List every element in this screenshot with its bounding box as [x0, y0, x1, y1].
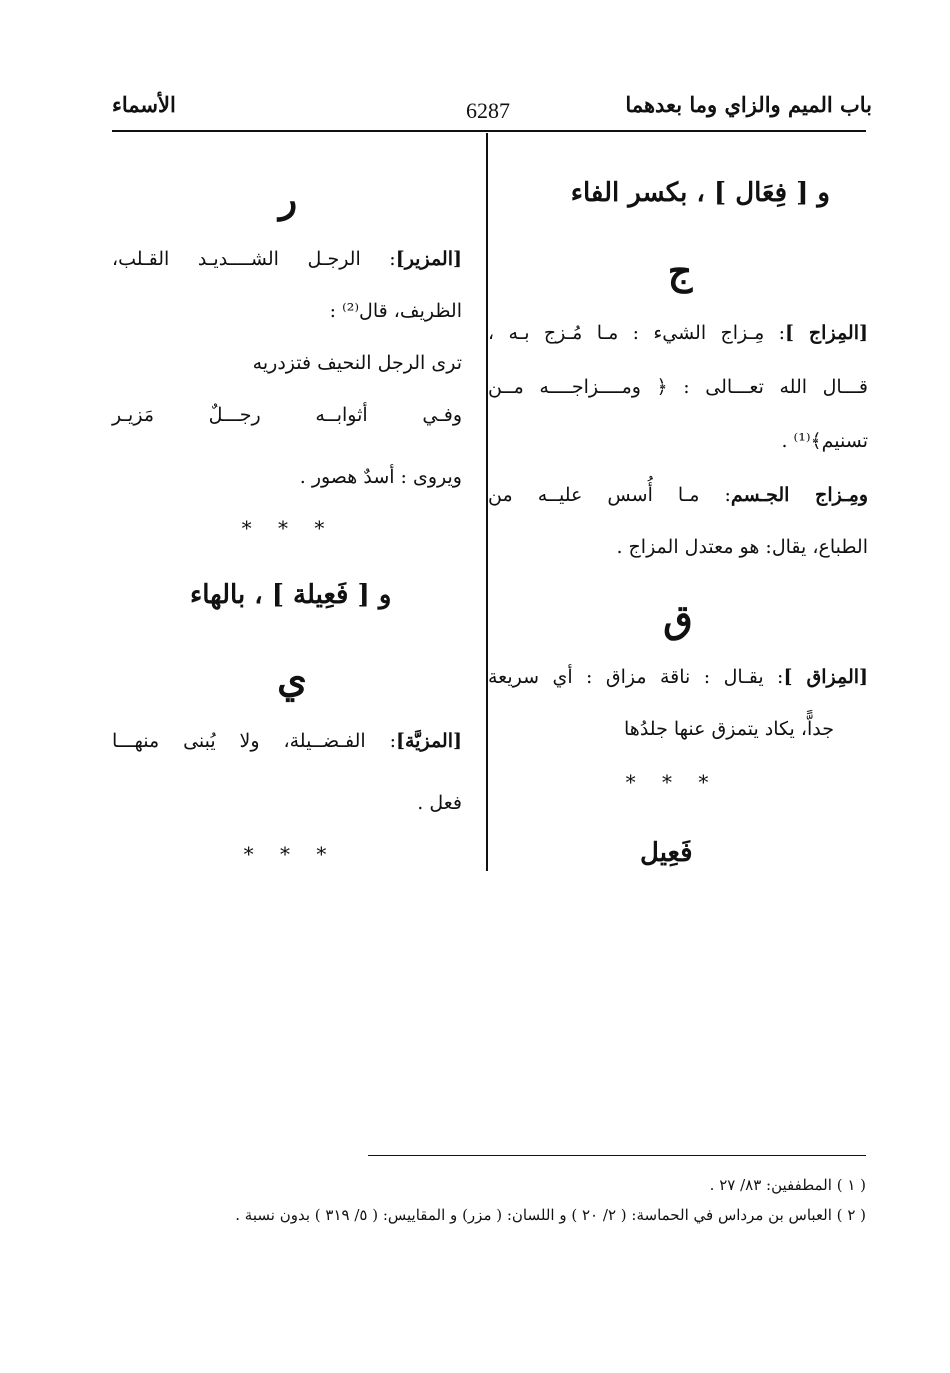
- page-number: 6287: [466, 98, 510, 123]
- entry-mizaq-line1: [488, 664, 868, 690]
- letter-ya: ي: [277, 656, 307, 701]
- entry-term: [المِزاج ]: [785, 322, 868, 344]
- entry-mizaj-line1: [488, 320, 868, 346]
- entry-mizaj-line4: [488, 482, 868, 508]
- entry-mizaj-line2: قـــال الله تعـــالى : ﴿ ومــــزاجــــه مــن: [488, 376, 868, 398]
- entry-subterm: ومِـزاج الجـسم: [730, 484, 868, 506]
- letter-jim: ج: [667, 248, 693, 293]
- entry-mizaq-line2: جداًّ، يكاد يتمزق عنها جلدُها: [624, 718, 834, 740]
- footnote-rule: [368, 1155, 866, 1156]
- section-separator: * * *: [241, 516, 335, 540]
- heading-faeela: و [ فَعِيلة ] ، بالهاء: [190, 580, 392, 610]
- section-separator: * * *: [243, 842, 337, 866]
- entry-term: [المِزاق ]: [783, 666, 869, 688]
- footnote-1: ( ١ ) المطففين: ٨٣/ ٢٧ .: [709, 1176, 866, 1194]
- entry-text: : الفـضــيلة، ولا يُبنى منهـــا: [112, 730, 396, 752]
- heading-fiaal: و [ فِعَال ] ، بكسر الفاء: [570, 178, 830, 208]
- entry-term: [المزير]: [395, 248, 462, 270]
- heading-faeel: فَعِيل: [640, 838, 693, 868]
- header-rule: [112, 130, 866, 132]
- verse-line2: وفـي أثوابــه رجـــلٌ مَزيـر: [112, 404, 462, 426]
- entry-maziyya-line2: فعل .: [417, 792, 462, 814]
- entry-text: : الرجـل الشــــديـد القـلب،: [112, 248, 396, 270]
- entry-mizaj-line3: تسنيم﴾⁽¹⁾ .: [781, 430, 868, 452]
- running-head-left: الأسماء: [112, 92, 176, 117]
- entry-mazeer-line2: الظريف، قال⁽²⁾ :: [329, 300, 462, 322]
- section-separator: * * *: [625, 770, 719, 794]
- entry-mazeer-line1: [112, 246, 462, 272]
- verse-line1: ترى الرجل النحيف فتزدريه: [252, 352, 462, 374]
- running-head-right: باب الميم والزاي وما بعدهما: [625, 92, 872, 117]
- letter-qaf: ق: [663, 596, 693, 641]
- entry-text: : يقـال : ناقة مزاق : أي سريعة: [488, 666, 784, 688]
- footnote-2: ( ٢ ) العباس بن مرداس في الحماسة: ( ٢/ ٢٠ ) و اللسان: ( مزر) و المقاييس: ( ٥/ ٣١٩ ) بدون نسبة .: [235, 1206, 866, 1224]
- entry-maziyya-line1: [112, 728, 462, 754]
- entry-mizaj-line5: الطباع، يقال: هو معتدل المزاج .: [616, 536, 868, 558]
- entry-term: [المزيَّة]: [396, 730, 462, 752]
- letter-ra: ر: [278, 176, 298, 221]
- variant-reading: ويروى : أسدٌ هصور .: [299, 466, 462, 488]
- entry-text: : مـا أُسس عليــه من: [488, 484, 731, 506]
- entry-text: : مِـزاج الشيء : مـا مُـزج بـه ،: [488, 322, 785, 344]
